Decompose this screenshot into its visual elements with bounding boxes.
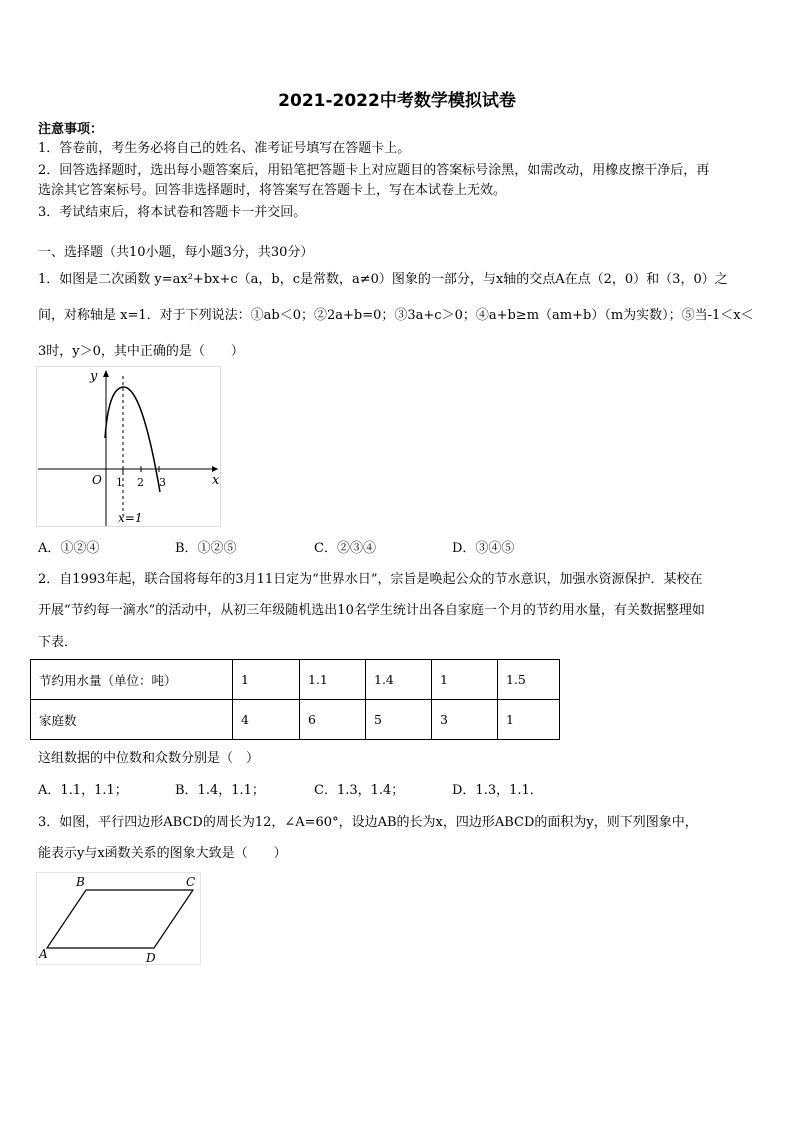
q2-option-c: C．1.3，1.4； — [314, 783, 405, 798]
q3-text: 能表示y与x函数关系的图象大致是（ ） — [38, 846, 287, 861]
table-cell: 1 — [233, 660, 300, 700]
notice-item: 选涂其它答案标号。回答非选择题时，将答案写在答题卡上，写在本试卷上无效。 — [38, 183, 507, 198]
q2-text: 2．自1993年起，联合国将每年的3月11日定为“世界水日”，宗旨是唤起公众的节水意识，加强水资源保护．某校在 — [38, 572, 703, 587]
origin-label: O — [92, 473, 102, 487]
table-row — [31, 700, 560, 740]
page-title: 2021-2022中考数学模拟试卷 — [278, 91, 516, 111]
table-cell: 3 — [432, 700, 498, 740]
water-table — [30, 659, 560, 740]
q1-text: 间，对称轴是 x=1．对于下列说法：①ab＜0；②2a+b=0；③3a+c＞0；④a+b≥m（am+b）（m为实数）；⑤当-1＜x＜ — [38, 308, 754, 323]
q1-option-b: B．①②⑤ — [175, 541, 237, 556]
tick-label: 3 — [159, 476, 166, 489]
parallelogram-figure — [36, 872, 206, 968]
q2-text: 开展“节约每一滴水”的活动中，从初三年级随机选出10名学生统计出各自家庭一个月的节约用水量，有关数据整理如 — [38, 603, 705, 618]
q2-question: 这组数据的中位数和众数分别是（ ） — [38, 751, 260, 766]
q1-text: 1．如图是二次函数 y=ax²+bx+c（a，b，c是常数，a≠0）图象的一部分，与x轴的交点A在点（2，0）和（3，0）之 — [38, 272, 728, 287]
table-header-cell: 节约用水量（单位：吨） — [31, 660, 233, 700]
vertex-label-a: A — [39, 947, 48, 961]
section-heading: 一、选择题（共10小题，每小题3分，共30分） — [38, 245, 314, 260]
graph-frame — [37, 367, 221, 527]
y-axis-label: y — [90, 369, 98, 384]
parabola-curve — [105, 387, 160, 492]
q2-option-a: A．1.1，1.1； — [38, 783, 128, 798]
table-header-cell: 家庭数 — [31, 700, 233, 740]
table-cell: 1 — [432, 660, 498, 700]
vertex-label-c: C — [186, 875, 196, 889]
x-axis-label: x — [212, 473, 220, 488]
table-cell: 5 — [366, 700, 432, 740]
table-cell: 6 — [300, 700, 366, 740]
parallelogram-shape — [47, 890, 193, 948]
tick-label: 1 — [116, 476, 123, 489]
q2-text: 下表． — [38, 635, 78, 650]
q2-option-b: B．1.4，1.1； — [175, 783, 265, 798]
table-cell: 1.5 — [498, 660, 560, 700]
table-cell: 4 — [233, 700, 300, 740]
notice-item: 2．回答选择题时，选出每小题答案后，用铅笔把答题卡上对应题目的答案标号涂黑，如需改动，用橡皮擦干净后，再 — [38, 163, 710, 178]
q2-option-d: D．1.3，1.1． — [452, 783, 543, 798]
vertex-label-b: B — [76, 875, 85, 889]
table-cell: 1 — [498, 700, 560, 740]
x-axis-arrow — [212, 466, 218, 472]
figure-frame — [37, 873, 201, 965]
notice-item: 1．答卷前，考生务必将自己的姓名、准考证号填写在答题卡上。 — [38, 141, 411, 156]
tick-label: 2 — [137, 476, 144, 489]
q1-text: 3时，y＞0，其中正确的是（ ） — [38, 344, 244, 359]
table-row — [31, 660, 560, 700]
vertex-label-d: D — [146, 951, 156, 965]
symmetry-label: x=1 — [118, 511, 143, 525]
y-axis-arrow — [103, 370, 109, 377]
table-cell: 1.1 — [300, 660, 366, 700]
q1-option-d: D．③④⑤ — [452, 541, 515, 556]
notice-heading: 注意事项： — [38, 122, 104, 137]
table-cell: 1.4 — [366, 660, 432, 700]
parabola-graph — [36, 366, 226, 530]
q3-text: 3．如图，平行四边形ABCD的周长为12，∠A=60°，设边AB的长为x，四边形ABCD的面积为y，则下列图象中， — [38, 815, 698, 830]
q1-option-c: C．②③④ — [314, 541, 376, 556]
q1-option-a: A．①②④ — [38, 541, 100, 556]
notice-item: 3．考试结束后，将本试卷和答题卡一并交回。 — [38, 205, 307, 220]
